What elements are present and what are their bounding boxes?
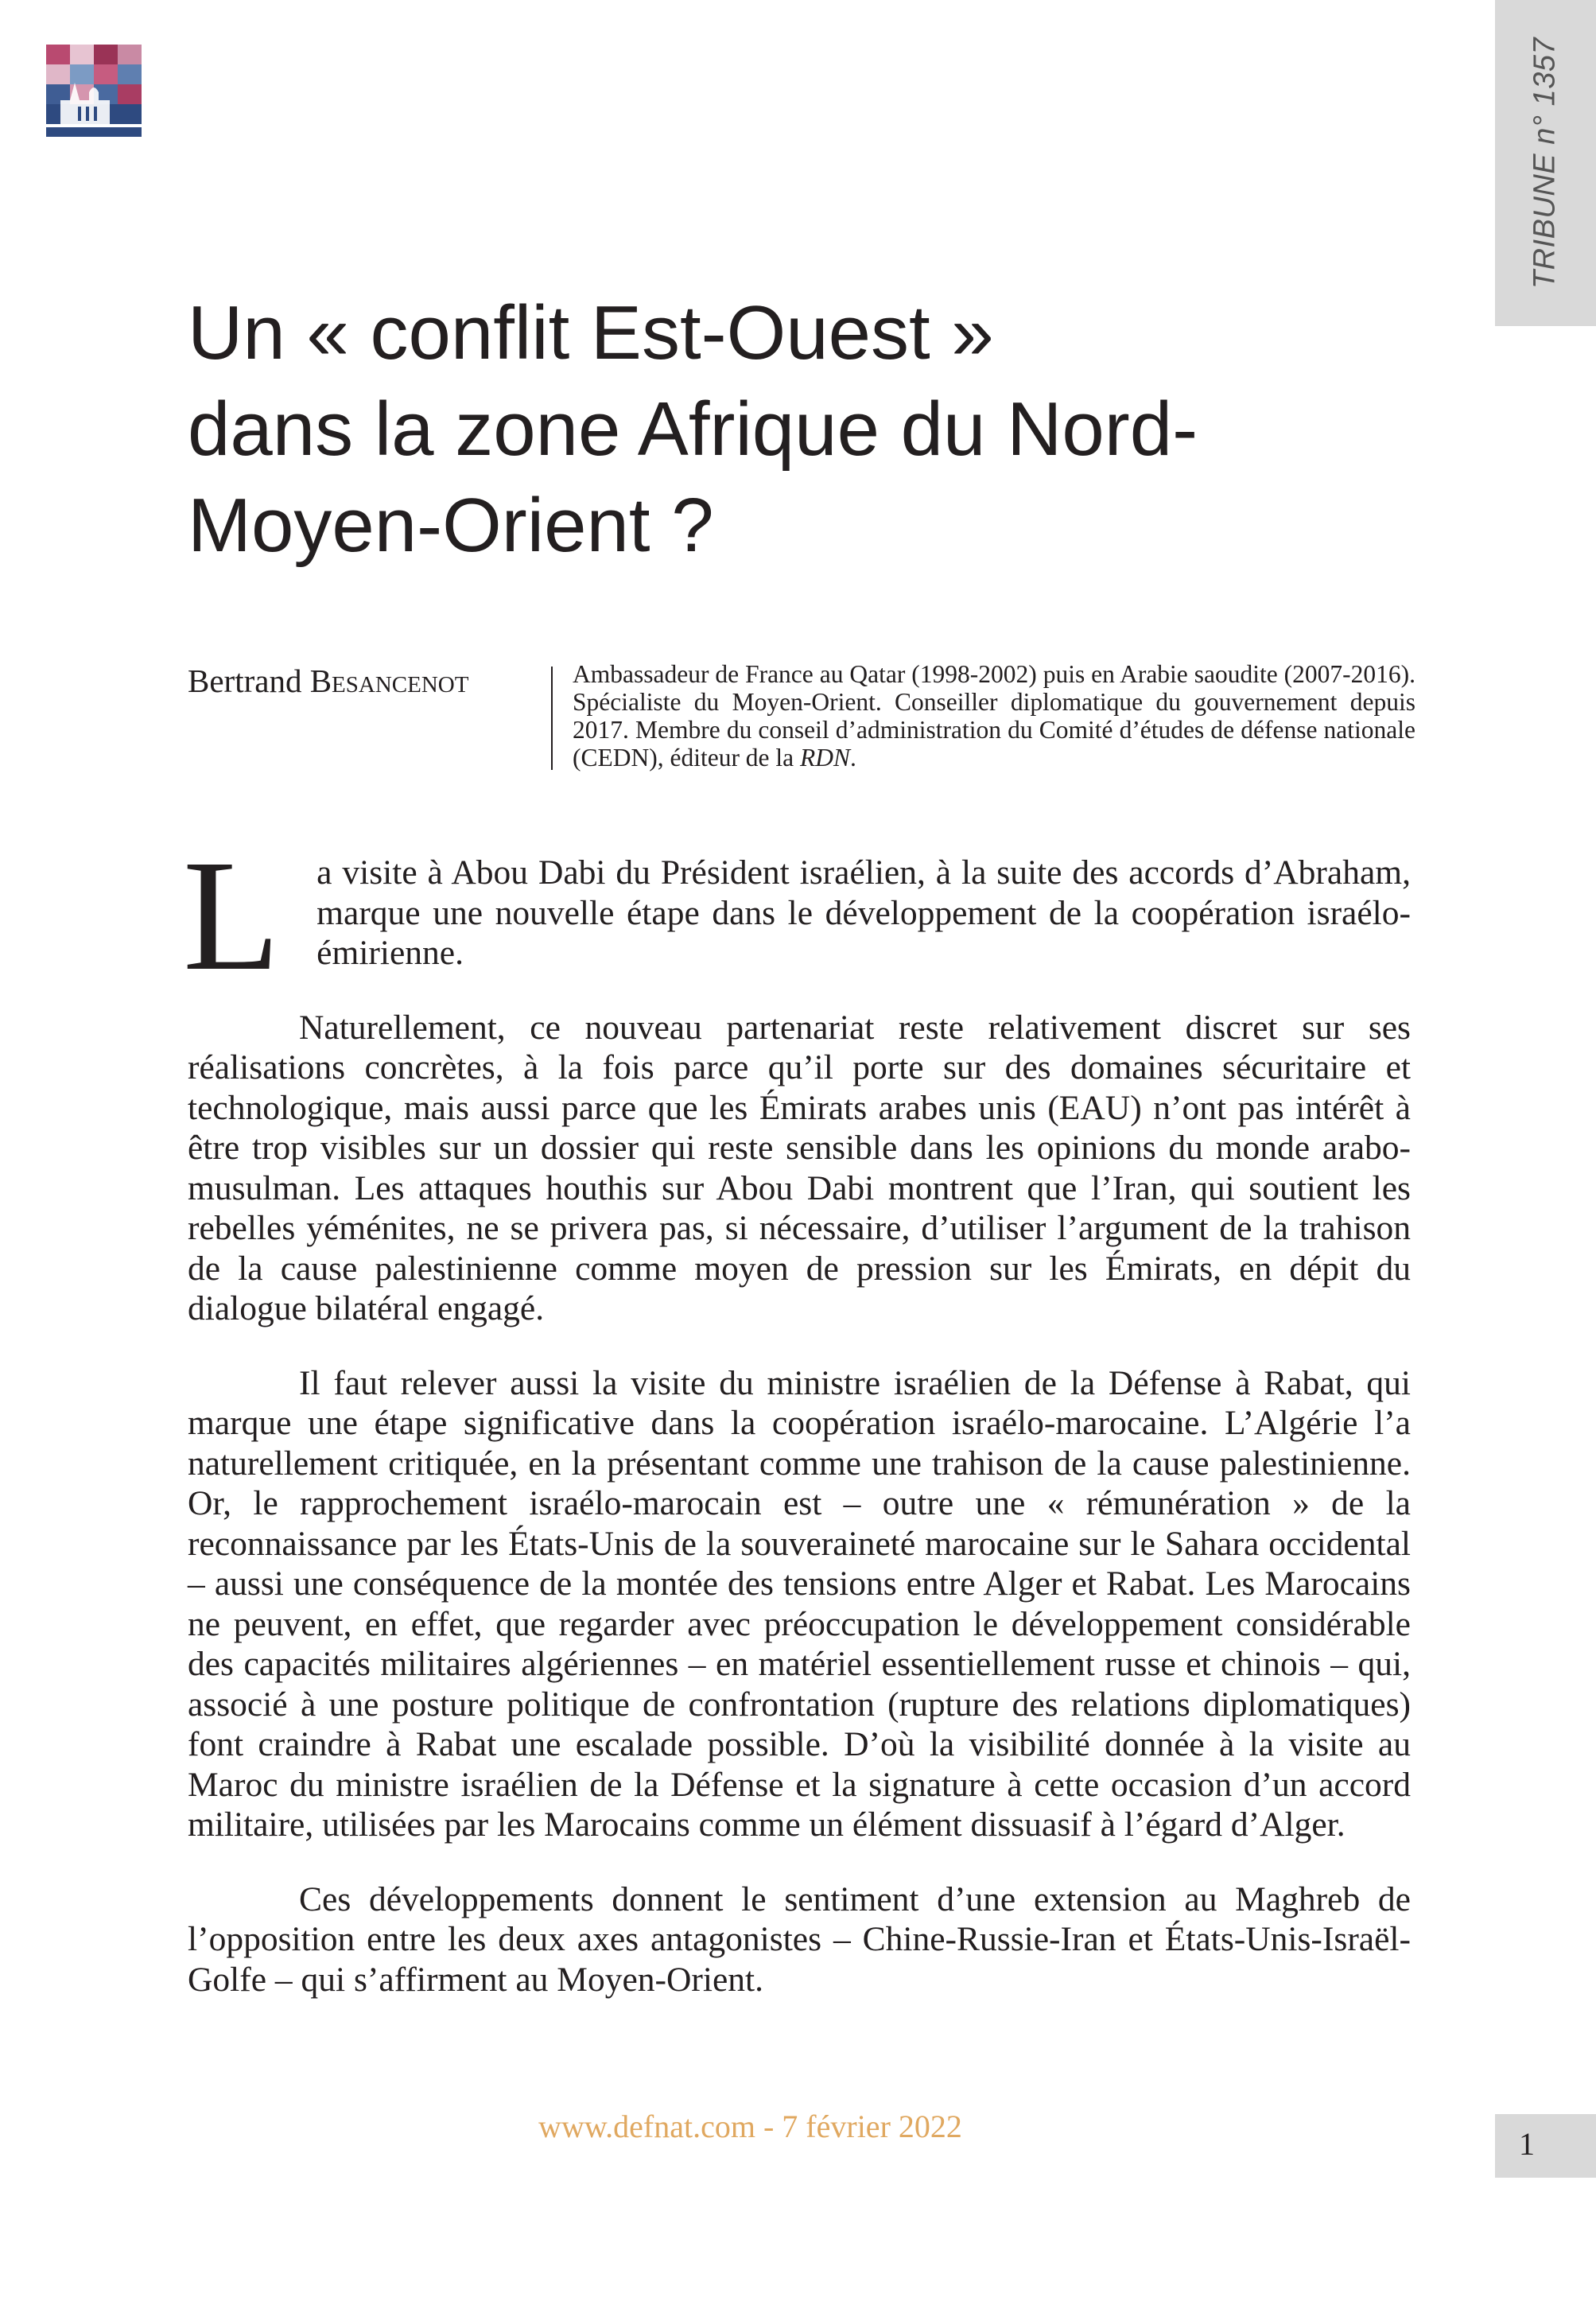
institution-logo-icon <box>46 45 142 138</box>
title-line: Moyen-Orient ? <box>188 483 714 568</box>
page-number: 1 <box>1519 2126 1535 2162</box>
article-body <box>183 828 1411 2034</box>
footer <box>0 2108 1596 2145</box>
series-tab-label: TRIBUNE n° 1357 <box>1528 37 1562 290</box>
footer-link[interactable]: www.defnat.com - 7 février 2022 <box>538 2109 962 2144</box>
author-divider <box>551 667 553 770</box>
author-surname: Besancenot <box>309 663 469 699</box>
series-tab <box>1495 0 1596 326</box>
drop-cap: L <box>183 828 281 1004</box>
paragraph: Ces développements donnent le sentiment d’une extension au Maghreb de l’opposition entre les deux axes antagonistes – Chine-Russie-Iran et États-Unis-Israël-Golfe – qui s’affirment au Moyen-Orient. <box>188 1879 1411 1999</box>
paragraph: Naturellement, ce nouveau partenariat reste relativement discret sur ses réalisations concrètes, à la fois parce qu’il porte sur des domaines sécuritaire et technologique, mais aussi parce que les Émirats arabes unis (EAU) n’ont pas intérêt à être trop visibles sur un dossier qui reste sensible dans les opinions du monde arabo-musulman. Les attaques houthis sur Abou Dabi montrent que l’Iran, qui soutient les rebelles yéménites, ne se privera pas, si nécessaire, d’utiliser l’argument de la trahison de la cause palestinienne comme moyen de pression sur les Émirats, en dépit du dialogue bilatéral engagé. <box>188 1008 1411 1327</box>
article-title <box>188 285 1428 573</box>
author-bio-end: . <box>850 744 856 772</box>
author-first-name: Bertrand <box>188 663 302 699</box>
title-line: Un « conflit Est-Ouest » <box>188 290 994 375</box>
paragraph <box>183 828 1411 1004</box>
author-name <box>188 662 468 700</box>
paragraph-text: a visite à Abou Dabi du Président israélien, à la suite des accords d’Abraham, marque une nouvelle étape dans le développement de la coopération israélo-émirienne. <box>316 853 1411 972</box>
author-bio <box>573 660 1415 772</box>
author-bio-text: Ambassadeur de France au Qatar (1998-2002) puis en Arabie saoudite (2007-2016). Spécialiste du Moyen-Orient. Conseiller diplomatique du gouvernement depuis 2017. Membre du conseil d’administration du Comité d’études de défense nationale (CEDN), éditeur de la <box>573 660 1415 772</box>
page-number-tab <box>1495 2114 1596 2178</box>
logo-graphic <box>46 45 142 138</box>
title-line: dans la zone Afrique du Nord- <box>188 387 1198 472</box>
author-bio-rdn: RDN <box>800 744 851 772</box>
paragraph: Il faut relever aussi la visite du ministre israélien de la Défense à Rabat, qui marque une étape significative dans la coopération israélo-marocaine. L’Algérie l’a naturellement critiquée, en la présentant comme une trahison de la cause palestinienne. Or, le rapprochement israélo-marocain est – outre une « rémunération » de la reconnaissance par les États-Unis de la souveraineté marocaine sur le Sahara occidental – aussi une conséquence de la montée des tensions entre Alger et Rabat. Les Marocains ne peuvent, en effet, que regarder avec préoccupation le développement considérable des capacités militaires algériennes – en matériel essentiellement russe et chinois – qui, associé à une posture politique de confrontation (rupture des relations diplomatiques) font craindre à Rabat une escalade possible. D’où la visibilité donnée à la visite au Maroc du ministre israélien de la Défense et la signature à cette occasion d’un accord militaire, utilisées par les Marocains comme un élément dissuasif à l’égard d’Alger. <box>188 1363 1411 1844</box>
